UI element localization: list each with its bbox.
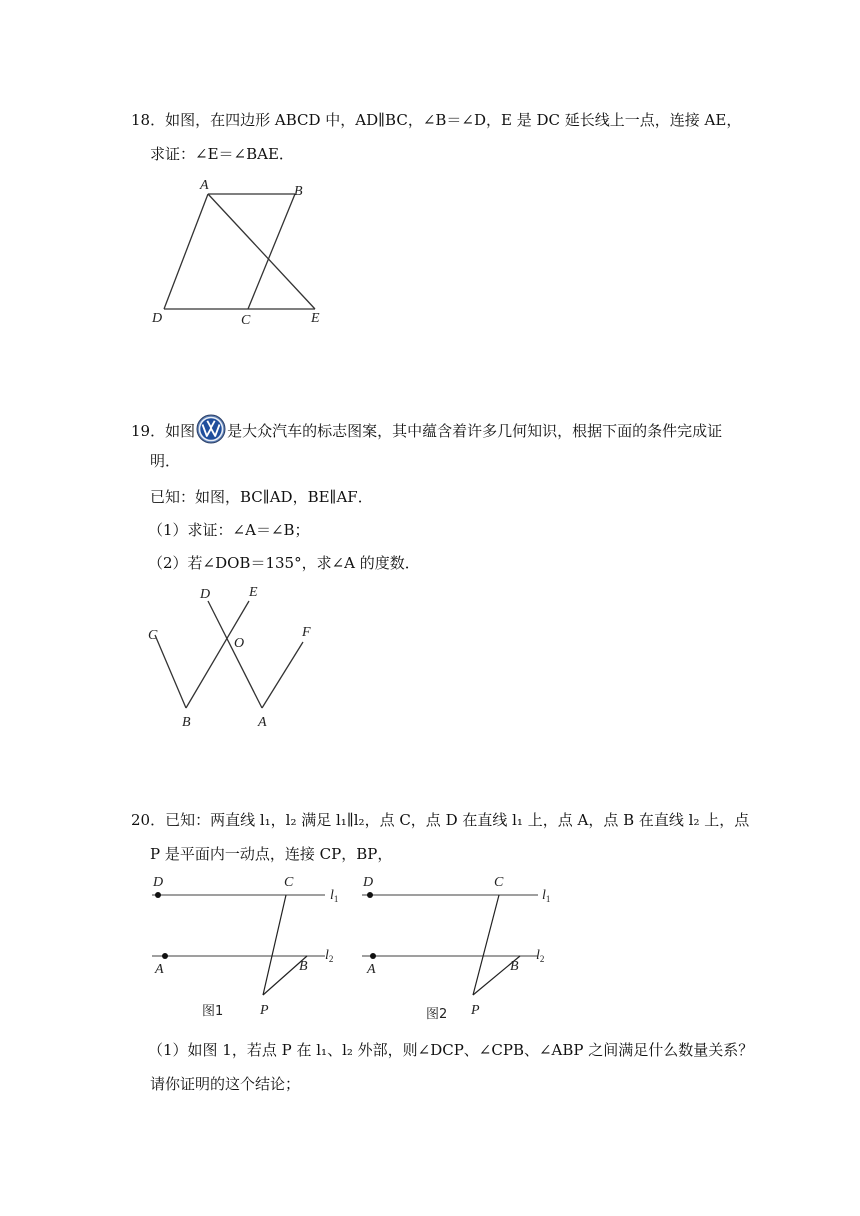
fig1-label-p: P — [260, 1003, 269, 1018]
q19-given: 已知：如图，BC∥AD，BE∥AF． — [150, 488, 373, 506]
q19-label-d: D — [200, 587, 211, 602]
q20-figure2 — [360, 870, 570, 1030]
q19-line2: 明． — [150, 452, 181, 470]
q18-label-b: B — [294, 184, 303, 199]
fig1-label-b: B — [299, 959, 308, 974]
q19-label-o: O — [234, 636, 245, 651]
q20-part1-line2: 请你证明的这个结论； — [150, 1075, 301, 1093]
fig2-caption: 图2 — [426, 1007, 448, 1022]
q18-line2: 求证：∠E＝∠BAE． — [150, 145, 294, 163]
fig2-label-l1: $l_1$ — [542, 888, 551, 904]
q19-label-f: F — [302, 625, 311, 640]
q20-part1-line1: （1）如图 1，若点 P 在 l₁、l₂ 外部，则∠DCP、∠CPB、∠ABP 之间满足什么数量关系？ — [148, 1041, 754, 1059]
fig1-label-a: A — [155, 962, 164, 977]
q20-figure1 — [145, 870, 355, 1025]
fig1-label-l1: $l_1$ — [330, 888, 339, 904]
fig1-label-l2: $l_2$ — [325, 948, 334, 964]
vw-logo-icon — [196, 414, 226, 444]
fig2-label-c: C — [494, 875, 504, 890]
q18-label-d: D — [152, 311, 163, 326]
fig1-label-c: C — [284, 875, 294, 890]
fig1-caption: 图1 — [202, 1004, 224, 1019]
q19-line1 — [131, 420, 722, 444]
fig2-label-d: D — [363, 875, 374, 890]
q18-figure — [140, 170, 360, 330]
q18-label-c: C — [241, 313, 251, 328]
fig2-label-l2: $l_2$ — [536, 948, 545, 964]
q19-line1-pre: 19．如图 — [131, 422, 196, 440]
q19-label-e: E — [249, 585, 258, 600]
q19-line1-post: 是大众汽车的标志图案，其中蕴含着许多几何知识，根据下面的条件完成证 — [227, 422, 723, 440]
q18-label-e: E — [311, 311, 320, 326]
q20-line1: 20．已知：两直线 l₁，l₂ 满足 l₁∥l₂，点 C，点 D 在直线 l₁ 上，点 A，点 B 在直线 l₂ 上，点 — [131, 811, 750, 829]
q19-label-c: C — [148, 628, 158, 643]
fig2-label-p: P — [471, 1003, 480, 1018]
q19-part1: （1）求证：∠A＝∠B； — [148, 521, 310, 539]
fig2-label-a: A — [367, 962, 376, 977]
fig2-label-b: B — [510, 959, 519, 974]
q20-line2: P 是平面内一动点，连接 CP，BP， — [150, 845, 393, 863]
q19-part2: （2）若∠DOB＝135°，求∠A 的度数． — [148, 554, 420, 572]
fig1-label-d: D — [153, 875, 164, 890]
q19-label-a: A — [258, 715, 267, 730]
q18-line1: 18．如图，在四边形 ABCD 中，AD∥BC，∠B＝∠D，E 是 DC 延长线上一点，连接 AE， — [131, 111, 742, 129]
q19-label-b: B — [182, 715, 191, 730]
q19-figure — [140, 580, 340, 735]
q18-label-a: A — [200, 178, 209, 193]
